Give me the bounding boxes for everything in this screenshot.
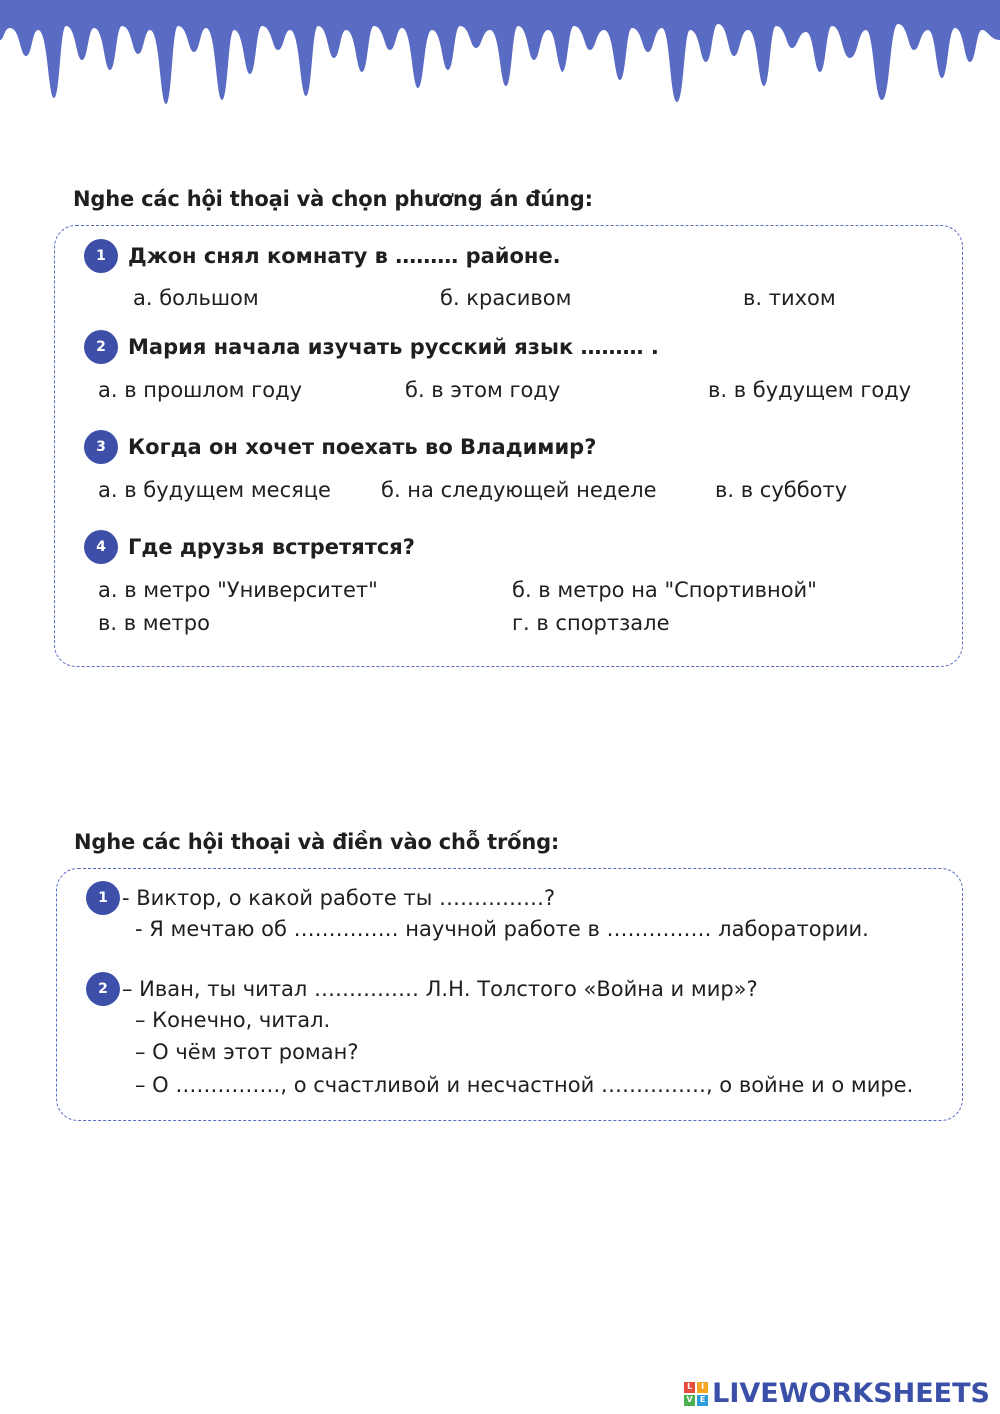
question-2 [84,330,659,364]
option-b[interactable]: б. красивом [440,286,572,310]
option-a[interactable]: а. в прошлом году [98,378,303,402]
liveworksheets-logo [684,1378,990,1409]
option-c[interactable]: в. в субботу [715,478,848,502]
question-3 [84,430,596,464]
dialogue-line[interactable]: – Иван, ты читал …………… Л.Н. Толстого «Война и мир»? [122,977,758,1001]
question-text: Мария начала изучать русский язык ……… . [128,335,659,359]
option-d[interactable]: г. в спортзале [512,611,670,635]
option-a[interactable]: а. в будущем месяце [98,478,331,502]
dialogue-line: – О чём этот роман? [135,1040,359,1064]
option-b[interactable]: б. в этом году [405,378,561,402]
dialogue-1 [86,881,555,915]
question-number-badge: 3 [84,430,118,464]
logo-letter: L [684,1382,695,1393]
option-a[interactable]: а. большом [133,286,259,310]
option-c[interactable]: в. в будущем году [708,378,912,402]
header-drip-decoration [0,0,1000,115]
dialogue-2 [86,972,758,1006]
question-4 [84,530,415,564]
question-text: Джон снял комнату в ……… районе. [128,244,561,268]
logo-letter: V [684,1395,695,1406]
option-c[interactable]: в. тихом [743,286,836,310]
dialogue-line[interactable]: - Я мечтаю об …………… научной работе в …………… лаборатории. [135,917,869,941]
question-text: Когда он хочет поехать во Владимир? [128,435,597,459]
dialogue-line: – Конечно, читал. [135,1008,331,1032]
dialogue-number-badge: 1 [86,881,120,915]
logo-letter: E [697,1395,708,1406]
question-number-badge: 2 [84,330,118,364]
option-b[interactable]: б. на следующей неделе [381,478,657,502]
dialogue-line[interactable]: – О ……………, о счастливой и несчастной ……………, о войне и о мире. [135,1073,914,1097]
option-b[interactable]: б. в метро на "Спортивной" [512,578,817,602]
logo-mark [684,1382,708,1406]
question-number-badge: 1 [84,239,118,273]
logo-letter: I [697,1382,708,1393]
section1-heading: Nghe các hội thoại và chọn phương án đúng: [73,187,593,211]
question-number-badge: 4 [84,530,118,564]
logo-text: LIVEWORKSHEETS [712,1378,990,1409]
option-a[interactable]: а. в метро "Университет" [98,578,378,602]
dialogue-number-badge: 2 [86,972,120,1006]
option-c[interactable]: в. в метро [98,611,210,635]
question-1 [84,239,561,273]
dialogue-line[interactable]: - Виктор, о какой работе ты ……………? [122,886,556,910]
question-text: Где друзья встретятся? [128,535,415,559]
section2-heading: Nghe các hội thoại và điền vào chỗ trống: [74,830,560,854]
